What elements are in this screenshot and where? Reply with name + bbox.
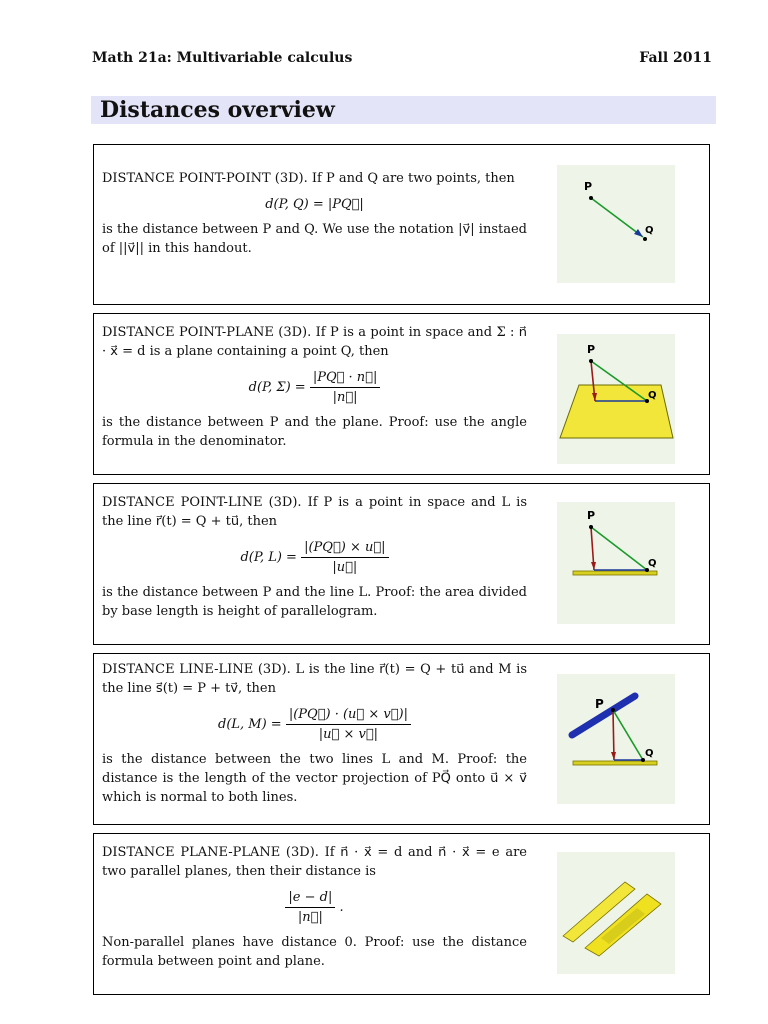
- fraction: [301, 538, 388, 577]
- figure-line-line: [557, 674, 675, 804]
- section-outro: is the distance between the two lines L and M. Proof: the distance is the length of the vector projection of PQ⃗ onto u⃗ × v⃗ which is normal to both lines.: [102, 752, 527, 805]
- label-q: Q: [648, 390, 657, 401]
- section-intro: DISTANCE POINT-POINT (3D). If P and Q are two points, then: [102, 171, 515, 186]
- figure-point-plane: [557, 334, 675, 464]
- figure-svg: [557, 502, 675, 624]
- fraction-numerator: |(PQ⃗) × u⃗|: [301, 538, 388, 558]
- section-plane-plane: [93, 833, 710, 995]
- formula-text: d(P, Q) = |PQ⃗|: [265, 197, 364, 212]
- label-q: Q: [645, 748, 654, 759]
- formula-tail: .: [339, 900, 344, 915]
- section-outro: Non-parallel planes have distance 0. Proof: use the distance formula between point and plane.: [102, 935, 527, 969]
- section-intro: DISTANCE POINT-PLANE (3D). If P is a point in space and Σ : n⃗ · x⃗ = d is a plane containing a point Q, then: [102, 325, 527, 359]
- fraction-denominator: |u⃗|: [332, 560, 358, 575]
- formula: [102, 195, 527, 214]
- label-p: P: [595, 697, 604, 711]
- figure-svg: [557, 852, 675, 974]
- section-text: [102, 169, 527, 258]
- section-intro: DISTANCE PLANE-PLANE (3D). If n⃗ · x⃗ = d and n⃗ · x⃗ = e are two parallel planes, then their distance is: [102, 845, 527, 879]
- figure-plane-plane: [557, 852, 675, 974]
- fraction-denominator: |n⃗|: [297, 910, 323, 925]
- section-outro: is the distance between P and the plane. Proof: use the angle formula in the denominator.: [102, 415, 527, 449]
- title-bar: [91, 96, 716, 124]
- section-outro: is the distance between P and Q. We use the notation |v⃗| instaed of ||v⃗|| in this handout.: [102, 222, 527, 256]
- label-p: P: [587, 509, 596, 522]
- fraction-numerator: |(PQ⃗) · (u⃗ × v⃗)|: [286, 705, 411, 725]
- formula-lhs: d(P, L) =: [240, 550, 297, 565]
- fraction: [286, 705, 411, 744]
- label-q: Q: [645, 225, 654, 236]
- section-text: [102, 323, 527, 451]
- label-p: P: [587, 343, 596, 356]
- section-text: [102, 660, 527, 807]
- figure-svg: [557, 165, 675, 283]
- section-intro: DISTANCE LINE-LINE (3D). L is the line r⃗(t) = Q + tu⃗ and M is the line s⃗(t) = P + tv⃗, then: [102, 662, 527, 696]
- section-point-line: [93, 483, 710, 645]
- section-text: [102, 493, 527, 621]
- fraction-numerator: |PQ⃗ · n⃗|: [310, 368, 381, 388]
- section-text: [102, 843, 527, 971]
- formula: [102, 538, 527, 577]
- section-outro: is the distance between P and the line L. Proof: the area divided by base length is height of parallelogram.: [102, 585, 527, 619]
- section-point-plane: [93, 313, 710, 475]
- term-label: Fall 2011: [639, 50, 712, 66]
- formula: [102, 368, 527, 407]
- formula-lhs: d(P, Σ) =: [248, 380, 306, 395]
- formula-lhs: d(L, M) =: [218, 717, 282, 732]
- section-line-line: [93, 653, 710, 825]
- fraction-numerator: |e − d|: [285, 888, 335, 908]
- section-point-point: [93, 144, 710, 305]
- fraction: [310, 368, 381, 407]
- label-q: Q: [648, 558, 657, 569]
- figure-svg: [557, 674, 675, 804]
- formula: [102, 888, 527, 927]
- figure-point-point: [557, 165, 675, 283]
- fraction-denominator: |u⃗ × v⃗|: [318, 727, 379, 742]
- fraction: [285, 888, 335, 927]
- section-intro: DISTANCE POINT-LINE (3D). If P is a point in space and L is the line r⃗(t) = Q + tu⃗, then: [102, 495, 527, 529]
- figure-svg: [557, 334, 675, 464]
- label-p: P: [584, 180, 593, 193]
- page-title: Distances overview: [100, 97, 335, 123]
- formula: [102, 705, 527, 744]
- course-title: Math 21a: Multivariable calculus: [92, 50, 353, 66]
- fraction-denominator: |n⃗|: [332, 390, 358, 405]
- figure-point-line: [557, 502, 675, 624]
